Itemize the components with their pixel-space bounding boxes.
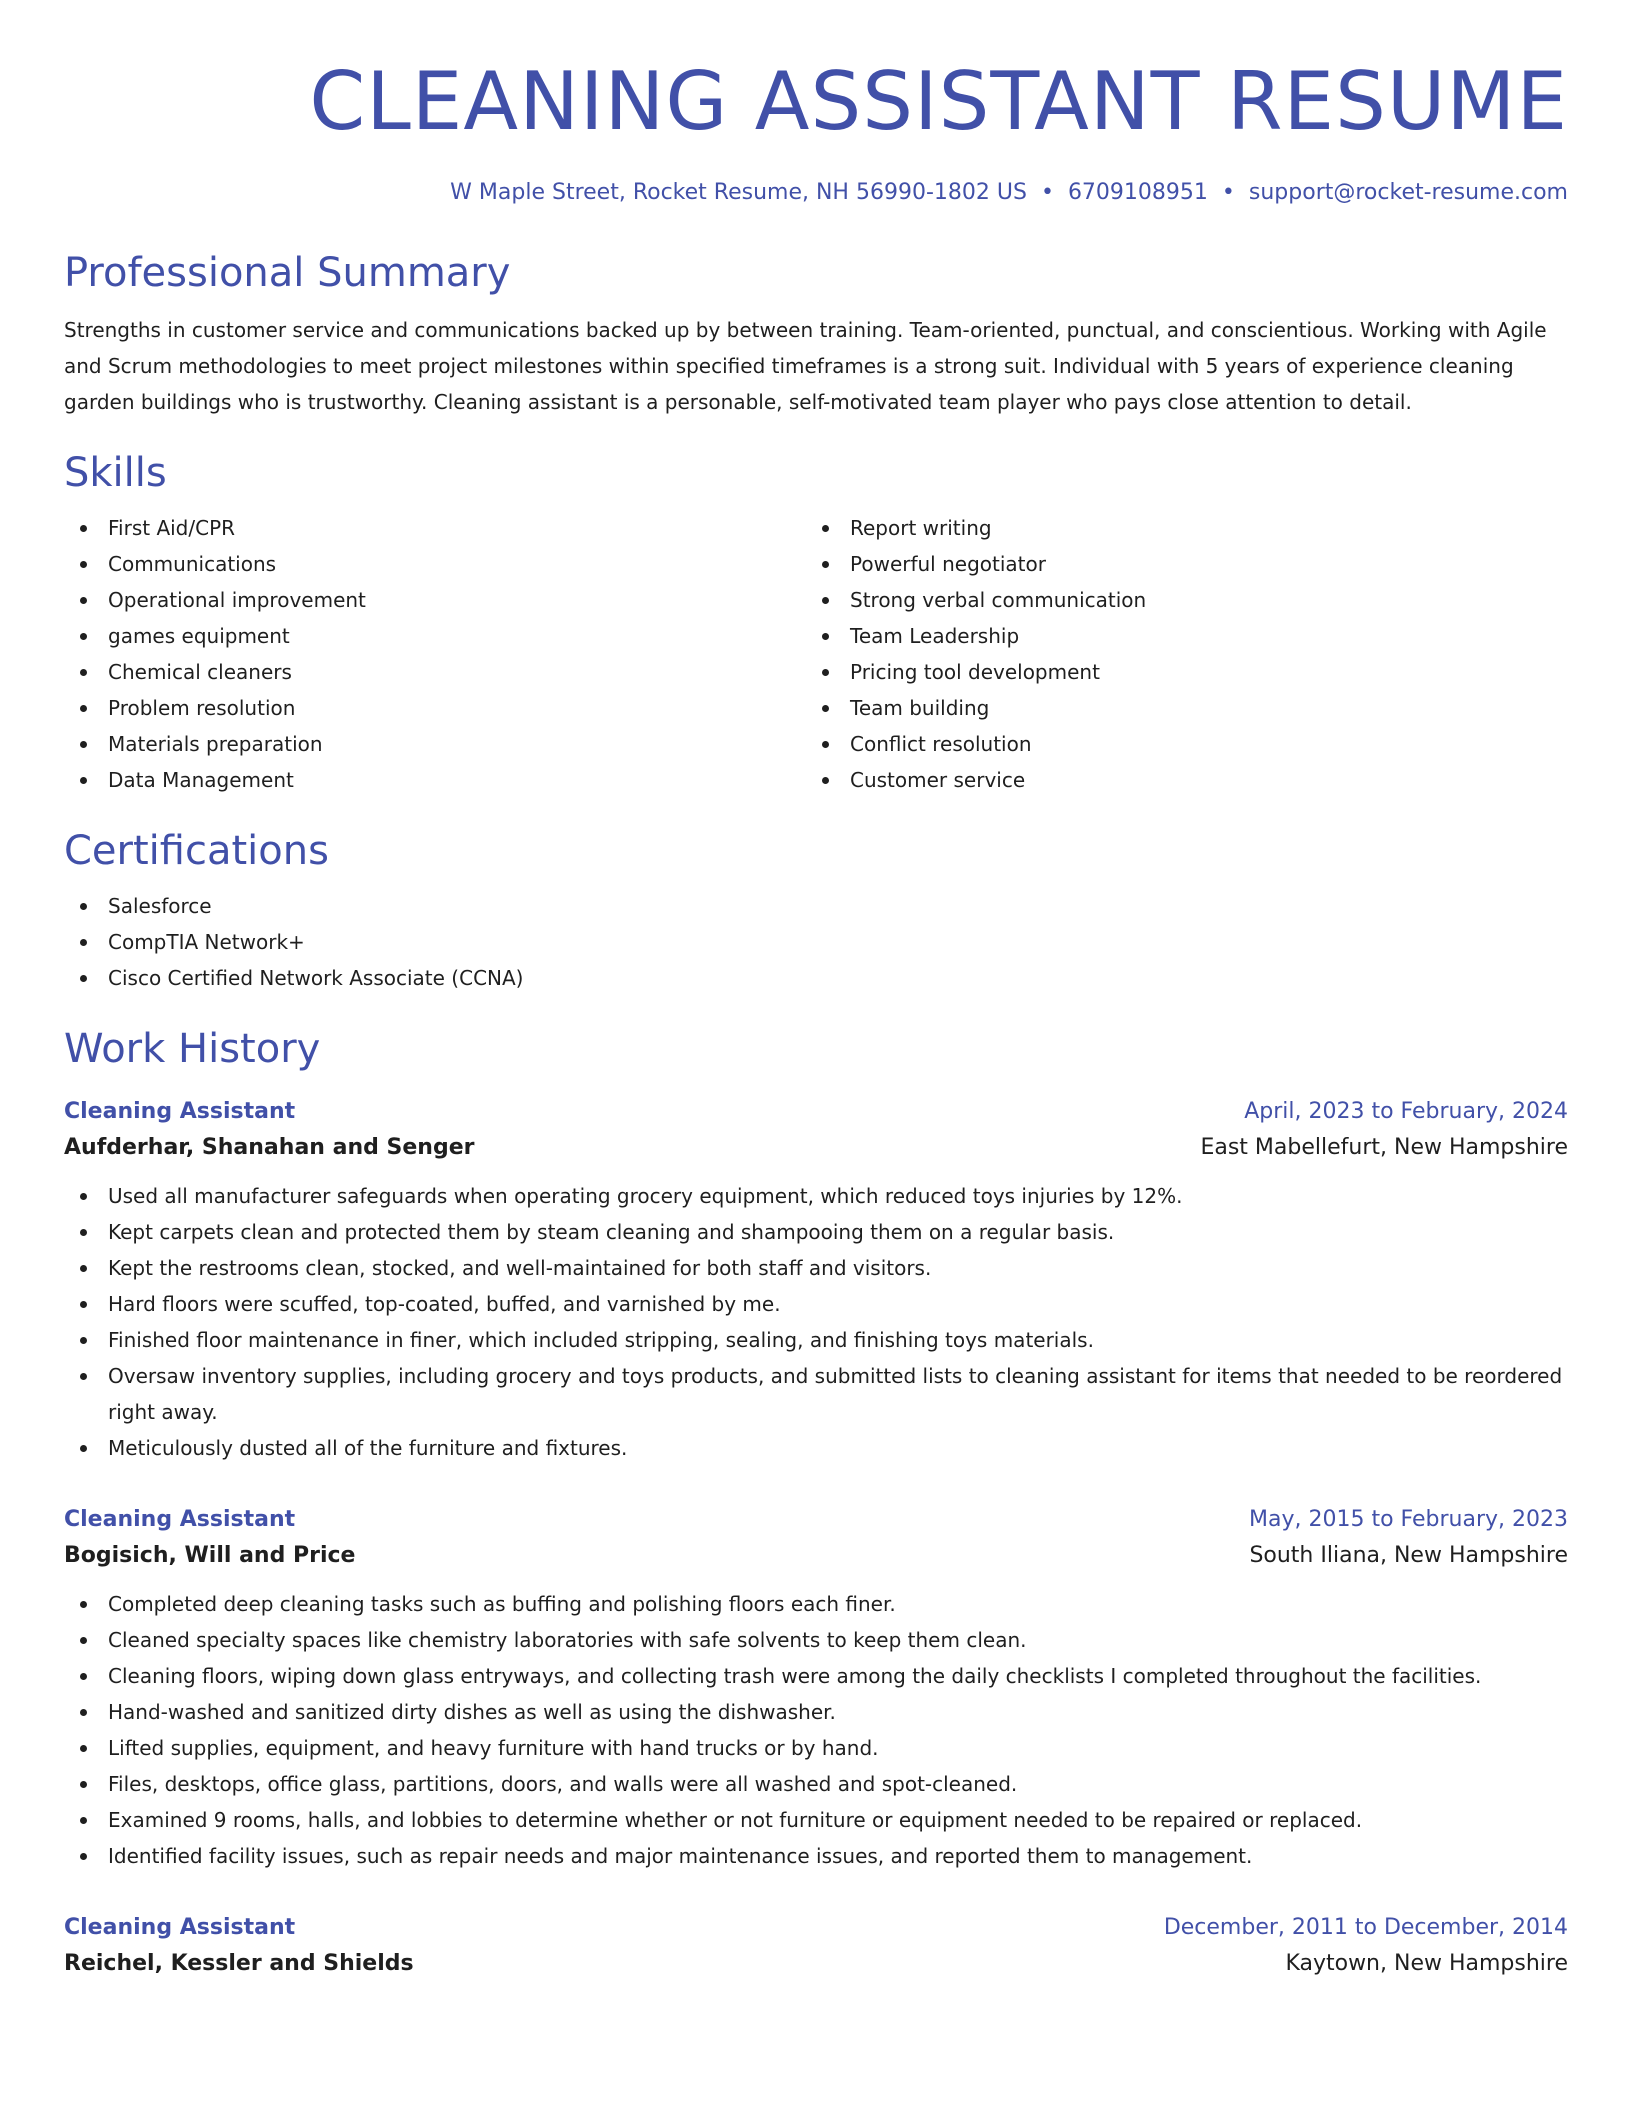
list-item: Team building bbox=[806, 690, 1548, 726]
job-bullet: Files, desktops, office glass, partitions, doors, and walls were all washed and spot-cleaned. bbox=[64, 1766, 1568, 1802]
job-bullet: Finished floor maintenance in finer, which included stripping, sealing, and finishing toys materials. bbox=[64, 1322, 1568, 1358]
list-item: Chemical cleaners bbox=[64, 654, 806, 690]
list-item: Operational improvement bbox=[64, 582, 806, 618]
resume-title: CLEANING ASSISTANT RESUME bbox=[309, 55, 1568, 148]
list-item: games equipment bbox=[64, 618, 806, 654]
job-bullet: Used all manufacturer safeguards when operating grocery equipment, which reduced toys injuries by 12%. bbox=[64, 1178, 1568, 1214]
job-entry bbox=[64, 1912, 1568, 1984]
job-entry bbox=[64, 1504, 1568, 1874]
job-bullet: Lifted supplies, equipment, and heavy furniture with hand trucks or by hand. bbox=[64, 1730, 1568, 1766]
list-item: Powerful negotiator bbox=[806, 546, 1548, 582]
resume-page bbox=[64, 0, 1568, 1984]
skills-column-left bbox=[64, 510, 806, 798]
job-company-row bbox=[64, 1536, 1568, 1576]
list-item: Conflict resolution bbox=[806, 726, 1548, 762]
list-item: Data Management bbox=[64, 762, 806, 798]
list-item: Strong verbal communication bbox=[806, 582, 1548, 618]
job-bullet: Meticulously dusted all of the furniture and fixtures. bbox=[64, 1430, 1568, 1466]
job-company: Bogisich, Will and Price bbox=[64, 1543, 356, 1568]
contact-separator: • bbox=[1040, 180, 1054, 205]
work-history-list bbox=[64, 1096, 1568, 1984]
skills-heading: Skills bbox=[64, 450, 167, 496]
job-title: Cleaning Assistant bbox=[64, 1507, 296, 1532]
job-company-row bbox=[64, 1128, 1568, 1168]
job-bullet: Kept the restrooms clean, stocked, and well-maintained for both staff and visitors. bbox=[64, 1250, 1568, 1286]
work-history-heading: Work History bbox=[64, 1026, 321, 1072]
job-dates: December, 2011 to December, 2014 bbox=[1163, 1915, 1568, 1940]
contact-phone: 6709108951 bbox=[1067, 180, 1208, 205]
certifications-heading: Certifications bbox=[64, 828, 329, 874]
list-item: Problem resolution bbox=[64, 690, 806, 726]
contact-line bbox=[64, 178, 1568, 208]
job-title-row bbox=[64, 1096, 1568, 1128]
job-title-row bbox=[64, 1504, 1568, 1536]
job-bullets bbox=[64, 1586, 1568, 1874]
job-dates: April, 2023 to February, 2024 bbox=[1244, 1099, 1568, 1124]
contact-email: support@rocket-resume.com bbox=[1248, 180, 1568, 205]
skills-column-right bbox=[806, 510, 1548, 798]
certifications-list bbox=[64, 888, 1568, 996]
job-bullets bbox=[64, 1178, 1568, 1466]
list-item: CompTIA Network+ bbox=[64, 924, 1568, 960]
job-bullet: Examined 9 rooms, halls, and lobbies to determine whether or not furniture or equipment needed to be repaired or replaced. bbox=[64, 1802, 1568, 1838]
job-title-row bbox=[64, 1912, 1568, 1944]
list-item: Communications bbox=[64, 546, 806, 582]
list-item: Team Leadership bbox=[806, 618, 1548, 654]
list-item: Pricing tool development bbox=[806, 654, 1548, 690]
resume-header bbox=[64, 0, 1568, 208]
job-location: South Iliana, New Hampshire bbox=[1249, 1543, 1568, 1568]
job-location: East Mabellefurt, New Hampshire bbox=[1200, 1135, 1568, 1160]
list-item: Customer service bbox=[806, 762, 1548, 798]
job-bullet: Kept carpets clean and protected them by steam cleaning and shampooing them on a regular basis. bbox=[64, 1214, 1568, 1250]
job-bullet: Oversaw inventory supplies, including grocery and toys products, and submitted lists to cleaning assistant for items that needed to be reordered right away. bbox=[64, 1358, 1568, 1430]
skills-list bbox=[64, 510, 1568, 798]
job-bullet: Cleaning floors, wiping down glass entryways, and collecting trash were among the daily checklists I completed throughout the facilities. bbox=[64, 1658, 1568, 1694]
summary-text: Strengths in customer service and communications backed up by between training. Team-oriented, punctual, and conscientious. Working with Agile and Scrum methodologies to meet project milestones within specified timeframes is a strong suit. Individual with 5 years of experience cleaning garden buildings who is trustworthy. Cleaning assistant is a personable, self-motivated team player who pays close attention to detail. bbox=[64, 318, 1547, 414]
contact-separator: • bbox=[1221, 180, 1235, 205]
list-item: Materials preparation bbox=[64, 726, 806, 762]
job-company: Reichel, Kessler and Shields bbox=[64, 1951, 414, 1976]
contact-address: W Maple Street, Rocket Resume, NH 56990-1802 US bbox=[450, 180, 1027, 205]
job-dates: May, 2015 to February, 2023 bbox=[1249, 1507, 1568, 1532]
job-title: Cleaning Assistant bbox=[64, 1915, 296, 1940]
job-bullet: Cleaned specialty spaces like chemistry laboratories with safe solvents to keep them clean. bbox=[64, 1622, 1568, 1658]
list-item: Salesforce bbox=[64, 888, 1568, 924]
list-item: Cisco Certified Network Associate (CCNA) bbox=[64, 960, 1568, 996]
list-item: First Aid/CPR bbox=[64, 510, 806, 546]
job-entry bbox=[64, 1096, 1568, 1466]
job-company-row bbox=[64, 1944, 1568, 1984]
job-title: Cleaning Assistant bbox=[64, 1099, 296, 1124]
job-bullet: Hard floors were scuffed, top-coated, buffed, and varnished by me. bbox=[64, 1286, 1568, 1322]
job-bullet: Hand-washed and sanitized dirty dishes as well as using the dishwasher. bbox=[64, 1694, 1568, 1730]
job-location: Kaytown, New Hampshire bbox=[1285, 1951, 1568, 1976]
job-bullet: Completed deep cleaning tasks such as buffing and polishing floors each finer. bbox=[64, 1586, 1568, 1622]
list-item: Report writing bbox=[806, 510, 1548, 546]
job-company: Aufderhar, Shanahan and Senger bbox=[64, 1135, 475, 1160]
job-bullet: Identified facility issues, such as repair needs and major maintenance issues, and reported them to management. bbox=[64, 1838, 1568, 1874]
summary-heading: Professional Summary bbox=[64, 250, 511, 296]
